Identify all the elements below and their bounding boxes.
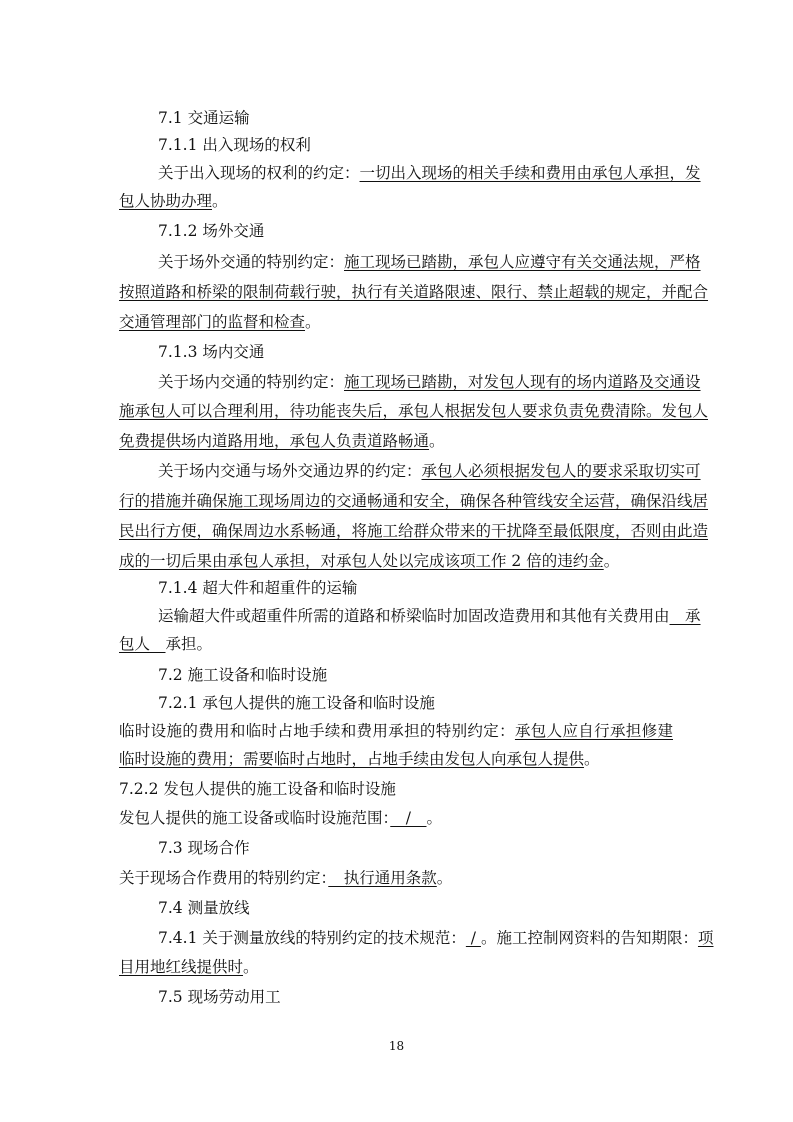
heading-7-1-2: 7.1.2 场外交通 (158, 222, 265, 240)
heading-7-4: 7.4 测量放线 (158, 899, 250, 917)
heading-7-3: 7.3 现场合作 (158, 839, 250, 857)
heading-7-1-3: 7.1.3 场内交通 (158, 343, 265, 361)
para-7-1-3b-line-2: 行的措施并确保施工现场周边的交通畅通和安全，确保各种管线安全运营，确保沿线居 (119, 492, 709, 510)
para-7-1-1-line-2: 包人协助办理。 (119, 192, 228, 210)
para-7-4-1-line-2: 目用地红线提供时。 (119, 958, 259, 976)
para-7-1-2-line-2: 按照道路和桥梁的限制荷载行驶，执行有关道路限速、限行、禁止超载的规定，并配合 (119, 283, 709, 301)
para-7-1-3-line-2: 施承包人可以合理利用，待功能丧失后，承包人根据发包人要求负责免费清除。发包人 (119, 402, 709, 420)
heading-7-1-1: 7.1.1 出入现场的权利 (158, 136, 311, 154)
heading-7-5: 7.5 现场劳动用工 (158, 988, 281, 1006)
heading-7-1: 7.1 交通运输 (158, 109, 250, 127)
para-7-1-3-line-3: 免费提供场内道路用地，承包人负责道路畅通。 (119, 432, 445, 450)
para-7-1-2-line-3: 交通管理部门的监督和检查。 (119, 313, 321, 331)
para-7-1-4-line-1: 运输超大件或超重件所需的道路和桥梁临时加固改造费用和其他有关费用由 承 (158, 607, 701, 625)
para-7-1-3-line-1: 关于场内交通的特别约定：施工现场已踏勘，对发包人现有的场内道路及交通设 (158, 373, 701, 391)
para-7-1-3b-line-3: 民出行方便，确保周边水系畅通，将施工给群众带来的干扰降至最低限度，否则由此造 (119, 522, 709, 540)
para-7-1-3b-line-4: 成的一切后果由承包人承担，对承包人处以完成该项工作 2 倍的违约金。 (119, 552, 620, 570)
page-number: 18 (388, 1039, 405, 1053)
para-7-2-1-line-2: 临时设施的费用；需要临时占地时，占地手续由发包人向承包人提供。 (119, 750, 600, 768)
para-7-1-1-line-1: 关于出入现场的权利的约定：一切出入现场的相关手续和费用由承包人承担，发 (158, 164, 701, 182)
para-7-1-2-line-1: 关于场外交通的特别约定：施工现场已踏勘，承包人应遵守有关交通法规，严格 (158, 253, 701, 271)
para-7-4-1-line-1: 7.4.1 关于测量放线的特别约定的技术规范： / 。施工控制网资料的告知期限：项 (158, 929, 714, 947)
heading-7-2-1: 7.2.1 承包人提供的施工设备和临时设施 (158, 694, 435, 712)
heading-7-1-4: 7.1.4 超大件和超重件的运输 (158, 579, 358, 597)
heading-7-2-2: 7.2.2 发包人提供的施工设备和临时设施 (119, 780, 396, 798)
para-7-3: 关于现场合作费用的特别约定： 执行通用条款。 (119, 869, 453, 887)
para-7-1-4-line-2: 包人 承担。 (119, 635, 213, 653)
para-7-2-1-line-1: 临时设施的费用和临时占地手续和费用承担的特别约定：承包人应自行承担修建 (119, 722, 673, 740)
para-7-2-2: 发包人提供的施工设备或临时设施范围： / 。 (119, 809, 443, 827)
para-7-1-3b-line-1: 关于场内交通与场外交通边界的约定：承包人必须根据发包人的要求采取切实可 (158, 462, 701, 480)
heading-7-2: 7.2 施工设备和临时设施 (158, 666, 328, 684)
